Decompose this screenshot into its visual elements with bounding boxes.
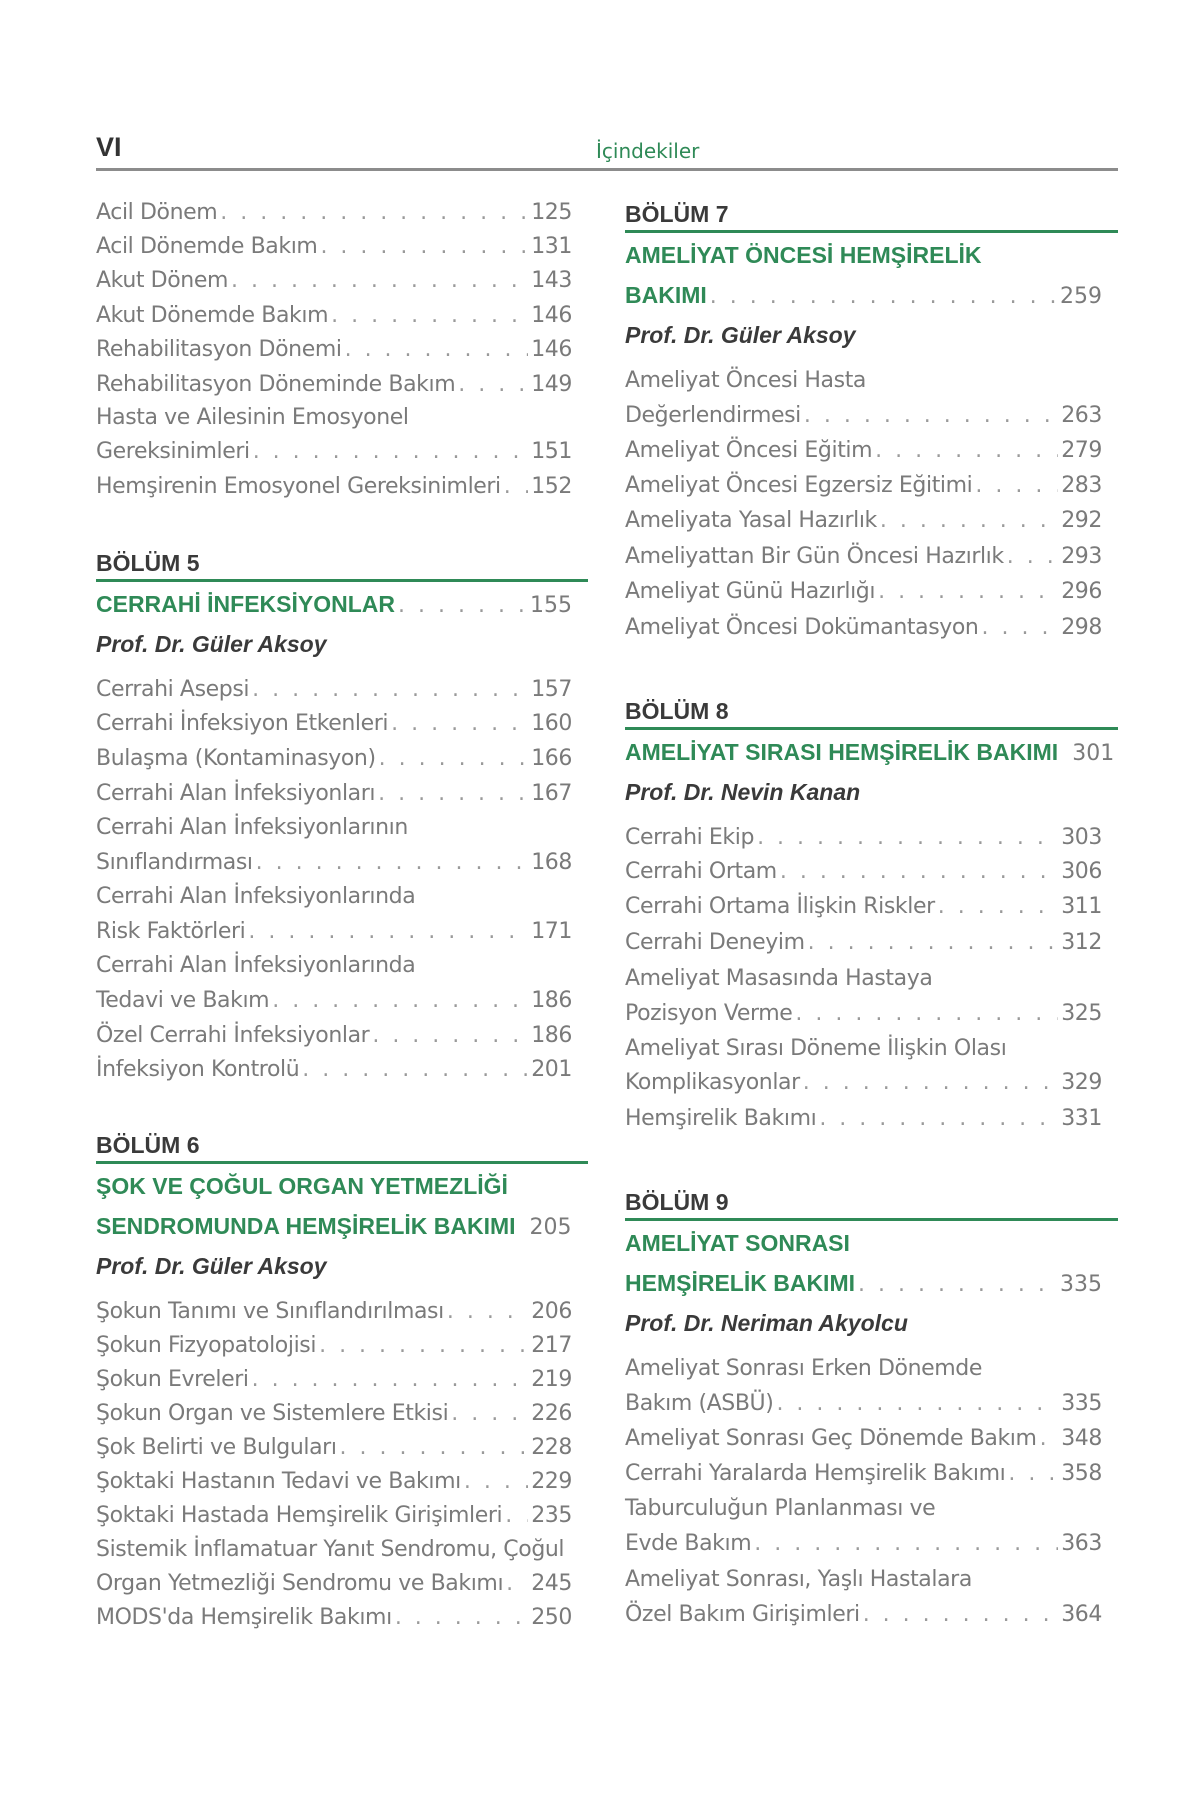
chapter-8-label: BÖLÜM 8	[625, 695, 1118, 730]
toc-entry[interactable]: Organ Yetmezliği Sendromu ve Bakımı . . . 245	[96, 1569, 572, 1599]
toc-entry[interactable]: Acil Dönemde Bakım . . . 131	[96, 232, 572, 262]
toc-entry[interactable]: Cerrahi İnfeksiyon Etkenleri . . . 160	[96, 709, 572, 739]
toc-entry-line1: Ameliyat Öncesi Hasta	[625, 368, 867, 393]
toc-entry-line1: Ameliyat Sonrası Erken Dönemde	[625, 1356, 983, 1381]
toc-entry[interactable]: Acil Dönem . . . 125	[96, 198, 572, 228]
chapter-6-title-line2[interactable]: SENDROMUNDA HEMŞİRELİK BAKIMI 205	[96, 1213, 572, 1240]
toc-entry[interactable]: Şokun Organ ve Sistemlere Etkisi . . . 226	[96, 1399, 572, 1429]
chapter-6-title-line1[interactable]: ŞOK VE ÇOĞUL ORGAN YETMEZLİĞİ	[96, 1173, 508, 1199]
toc-entry[interactable]: Ameliyat Sonrası Geç Dönemde Bakım . . . 348	[625, 1424, 1102, 1454]
toc-entry[interactable]: Sınıflandırması . . . 168	[96, 848, 572, 878]
toc-entry-line1: Ameliyat Sırası Döneme İlişkin Olası	[625, 1036, 1007, 1061]
toc-entry[interactable]: Şoktaki Hastada Hemşirelik Girişimleri . . . 235	[96, 1501, 572, 1531]
toc-entry-line1: Taburculuğun Planlanması ve	[625, 1496, 936, 1521]
toc-entry-line1: Sistemik İnflamatuar Yanıt Sendromu, Çoğul	[96, 1537, 565, 1562]
toc-entry[interactable]: Ameliyat Öncesi Eğitim . . . 279	[625, 436, 1102, 466]
toc-entry[interactable]: Cerrahi Asepsi . . . 157	[96, 675, 572, 705]
toc-entry-line1: Cerrahi Alan İnfeksiyonlarının	[96, 815, 408, 840]
toc-entry[interactable]: Risk Faktörleri . . . 171	[96, 917, 572, 947]
chapter-8-title[interactable]: AMELİYAT SIRASI HEMŞİRELİK BAKIMI 301	[625, 739, 1115, 766]
toc-entry[interactable]: Değerlendirmesi . . . 263	[625, 401, 1102, 431]
chapter-9-title-line1[interactable]: AMELİYAT SONRASI	[625, 1230, 850, 1256]
chapter-7-label: BÖLÜM 7	[625, 198, 1118, 233]
page-header	[96, 130, 1118, 171]
toc-entry[interactable]: Ameliyattan Bir Gün Öncesi Hazırlık . . . 293	[625, 542, 1102, 572]
chapter-5-author: Prof. Dr. Güler Aksoy	[96, 631, 327, 657]
toc-entry[interactable]: Cerrahi Alan İnfeksiyonları . . . 167	[96, 779, 572, 809]
toc-entry[interactable]: Hemşirenin Emosyonel Gereksinimleri . . . 152	[96, 472, 572, 502]
toc-entry[interactable]: Şok Belirti ve Bulguları . . . 228	[96, 1433, 572, 1463]
toc-entry[interactable]: Bulaşma (Kontaminasyon) . . . 166	[96, 744, 572, 774]
toc-entry[interactable]: Cerrahi Ortama İlişkin Riskler . . . 311	[625, 892, 1102, 922]
toc-entry[interactable]: Şoktaki Hastanın Tedavi ve Bakımı . . . 229	[96, 1467, 572, 1497]
toc-entry[interactable]: Cerrahi Ortam . . . 306	[625, 857, 1102, 887]
running-title: İçindekiler	[596, 139, 700, 163]
chapter-6-label: BÖLÜM 6	[96, 1129, 588, 1164]
toc-entry-line1: Ameliyat Sonrası, Yaşlı Hastalara	[625, 1567, 972, 1592]
toc-entry[interactable]: Gereksinimleri . . . 151	[96, 437, 572, 467]
toc-entry[interactable]: Akut Dönem . . . 143	[96, 266, 572, 296]
chapter-9-author: Prof. Dr. Neriman Akyolcu	[625, 1310, 908, 1336]
chapter-7-author: Prof. Dr. Güler Aksoy	[625, 322, 856, 348]
toc-entry[interactable]: Cerrahi Ekip . . . 303	[625, 823, 1102, 853]
chapter-9-title-line2[interactable]: HEMŞİRELİK BAKIMI . . . 335	[625, 1267, 1102, 1299]
toc-entry[interactable]: Pozisyon Verme . . . 325	[625, 999, 1102, 1029]
toc-entry[interactable]: Şokun Evreleri . . . 219	[96, 1365, 572, 1395]
toc-entry[interactable]: Cerrahi Deneyim . . . 312	[625, 928, 1102, 958]
toc-entry[interactable]: MODS'da Hemşirelik Bakımı . . . 250	[96, 1603, 572, 1633]
toc-entry[interactable]: İnfeksiyon Kontrolü . . . 201	[96, 1055, 572, 1085]
toc-entry[interactable]: Ameliyat Öncesi Egzersiz Eğitimi . . . 283	[625, 471, 1102, 501]
chapter-6-author: Prof. Dr. Güler Aksoy	[96, 1253, 327, 1279]
chapter-5-title[interactable]: CERRAHİ İNFEKSİYONLAR . . . 155	[96, 588, 572, 620]
toc-entry[interactable]: Tedavi ve Bakım . . . 186	[96, 986, 572, 1016]
toc-entry[interactable]: Evde Bakım . . . 363	[625, 1529, 1102, 1559]
toc-entry-line1: Cerrahi Alan İnfeksiyonlarında	[96, 953, 416, 978]
toc-entry[interactable]: Komplikasyonlar . . . 329	[625, 1068, 1102, 1098]
toc-entry[interactable]: Cerrahi Yaralarda Hemşirelik Bakımı . . . 358	[625, 1459, 1102, 1489]
chapter-7-title-line1[interactable]: AMELİYAT ÖNCESİ HEMŞİRELİK	[625, 242, 982, 268]
toc-entry[interactable]: Rehabilitasyon Dönemi . . . 146	[96, 335, 572, 365]
toc-entry[interactable]: Ameliyat Günü Hazırlığı . . . 296	[625, 577, 1102, 607]
toc-entry-line1: Cerrahi Alan İnfeksiyonlarında	[96, 884, 416, 909]
toc-entry[interactable]: Şokun Tanımı ve Sınıflandırılması . . . 206	[96, 1297, 572, 1327]
toc-entry-line1: Ameliyat Masasında Hastaya	[625, 966, 933, 991]
chapter-8-author: Prof. Dr. Nevin Kanan	[625, 779, 861, 805]
chapter-9-label: BÖLÜM 9	[625, 1186, 1118, 1221]
toc-entry[interactable]: Özel Cerrahi İnfeksiyonlar . . . 186	[96, 1021, 572, 1051]
toc-entry[interactable]: Akut Dönemde Bakım . . . 146	[96, 301, 572, 331]
toc-entry[interactable]: Özel Bakım Girişimleri . . . 364	[625, 1600, 1102, 1630]
toc-entry-line1: Hasta ve Ailesinin Emosyonel	[96, 405, 409, 430]
page-number: VI	[96, 132, 122, 162]
toc-entry[interactable]: Bakım (ASBÜ) . . . 335	[625, 1389, 1102, 1419]
toc-entry[interactable]: Ameliyata Yasal Hazırlık . . . 292	[625, 506, 1102, 536]
chapter-7-title-line2[interactable]: BAKIMI . . . 259	[625, 279, 1102, 311]
toc-entry[interactable]: Şokun Fizyopatolojisi . . . 217	[96, 1331, 572, 1361]
toc-entry[interactable]: Ameliyat Öncesi Dokümantasyon . . . 298	[625, 613, 1102, 643]
toc-entry[interactable]: Rehabilitasyon Döneminde Bakım . . . 149	[96, 370, 572, 400]
chapter-5-label: BÖLÜM 5	[96, 547, 588, 582]
toc-entry[interactable]: Hemşirelik Bakımı . . . 331	[625, 1104, 1102, 1134]
